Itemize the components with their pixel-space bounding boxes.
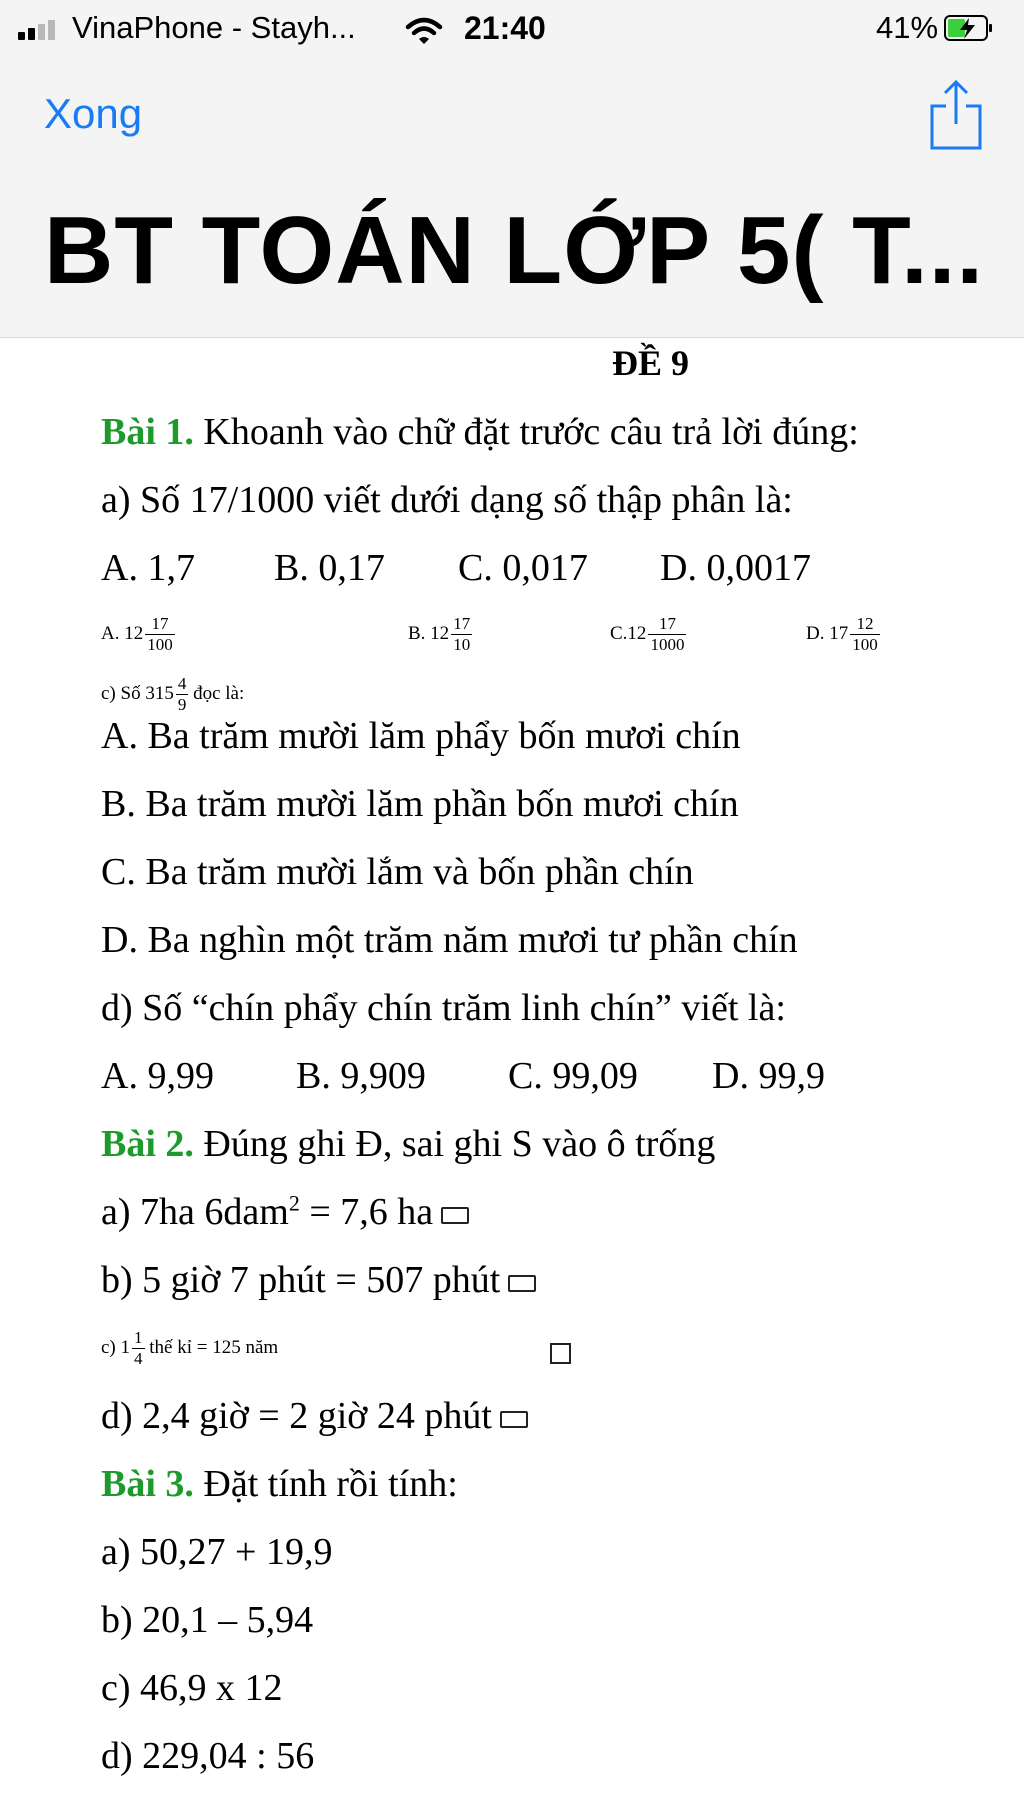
bai2-item-c: c) 1 $\frac{1}{4}$ thế kỉ = 125 năm xyxy=(101,1328,279,1368)
answer-box[interactable] xyxy=(550,1343,571,1364)
status-bar xyxy=(0,0,1024,58)
battery-charging-icon xyxy=(944,15,994,41)
bai1-label: Bài 1. xyxy=(101,411,194,453)
bai3-item-c: c) 46,9 x 12 xyxy=(101,1667,283,1709)
bai3-item-b: b) 20,1 – 5,94 xyxy=(101,1599,314,1641)
answer-box[interactable] xyxy=(500,1411,528,1428)
option-a-d: D. 0,0017 xyxy=(660,547,811,589)
nav-bar xyxy=(0,58,1024,338)
answer-box[interactable] xyxy=(441,1207,469,1224)
bai2-item-b: b) 5 giờ 7 phút = 507 phút xyxy=(101,1258,536,1302)
question-a: a) Số 17/1000 viết dưới dạng số thập phân là: xyxy=(101,479,793,521)
option-c-a: A. Ba trăm mười lăm phẩy bốn mươi chín xyxy=(101,715,741,757)
option-a-a: A. 1,7 xyxy=(101,547,195,589)
option-c-b: B. Ba trăm mười lăm phần bốn mươi chín xyxy=(101,783,739,825)
wifi-icon xyxy=(404,16,444,46)
battery-percent: 41% xyxy=(876,10,939,45)
option-a-b: B. 0,17 xyxy=(274,547,385,589)
document-view xyxy=(0,338,1024,1820)
option-c-d: D. Ba nghìn một trăm năm mươi tư phần chín xyxy=(101,919,798,961)
carrier-name: VinaPhone - Stayh... xyxy=(72,10,356,45)
option-b-b: B. 12 $\frac{17}{10}$ xyxy=(408,614,471,654)
option-d-b: B. 9,909 xyxy=(296,1055,426,1097)
bai2-item-d: d) 2,4 giờ = 2 giờ 24 phút xyxy=(101,1394,528,1438)
question-d: d) Số “chín phẩy chín trăm linh chín” viết là: xyxy=(101,987,786,1029)
done-button[interactable]: Xong xyxy=(44,90,143,137)
bai3-heading xyxy=(101,1462,458,1506)
exam-heading: ĐỀ 9 xyxy=(612,343,690,383)
option-c-c: C. Ba trăm mười lắm và bốn phần chín xyxy=(101,851,694,893)
bai1-text: Khoanh vào chữ đặt trước câu trả lời đúng: xyxy=(193,411,859,453)
bai3-label: Bài 3. xyxy=(101,1463,194,1505)
option-b-a: A. 12 $\frac{17}{100}$ xyxy=(101,614,173,654)
bai1-heading xyxy=(101,410,859,454)
bai2-text: Đúng ghi Đ, sai ghi S vào ô trống xyxy=(193,1123,716,1165)
option-d-c: C. 99,09 xyxy=(508,1055,638,1097)
option-d-a: A. 9,99 xyxy=(101,1055,214,1097)
question-c: c) Số 315 $\frac{4}{9}$ đọc là: xyxy=(101,674,245,714)
option-a-c: C. 0,017 xyxy=(458,547,588,589)
page-title: BT TOÁN LỚP 5( T... xyxy=(44,197,985,304)
option-b-d: D. 17 $\frac{12}{100}$ xyxy=(806,614,878,654)
bai3-item-d: d) 229,04 : 56 xyxy=(101,1735,315,1777)
bai3-text: Đặt tính rồi tính: xyxy=(193,1463,458,1505)
bai2-heading xyxy=(101,1122,715,1166)
option-d-d: D. 99,9 xyxy=(712,1055,825,1097)
bai2-item-a: a) 7ha 6dam$^2$ = 7,6 ha xyxy=(101,1190,469,1234)
bai2-label: Bài 2. xyxy=(101,1123,194,1165)
signal-icon xyxy=(18,20,64,40)
clock-time: 21:40 xyxy=(464,10,546,46)
answer-box[interactable] xyxy=(508,1275,536,1292)
option-b-c: C.12 $\frac{17}{1000}$ xyxy=(610,614,685,654)
share-icon[interactable] xyxy=(928,78,984,150)
bai3-item-a: a) 50,27 + 19,9 xyxy=(101,1531,333,1573)
